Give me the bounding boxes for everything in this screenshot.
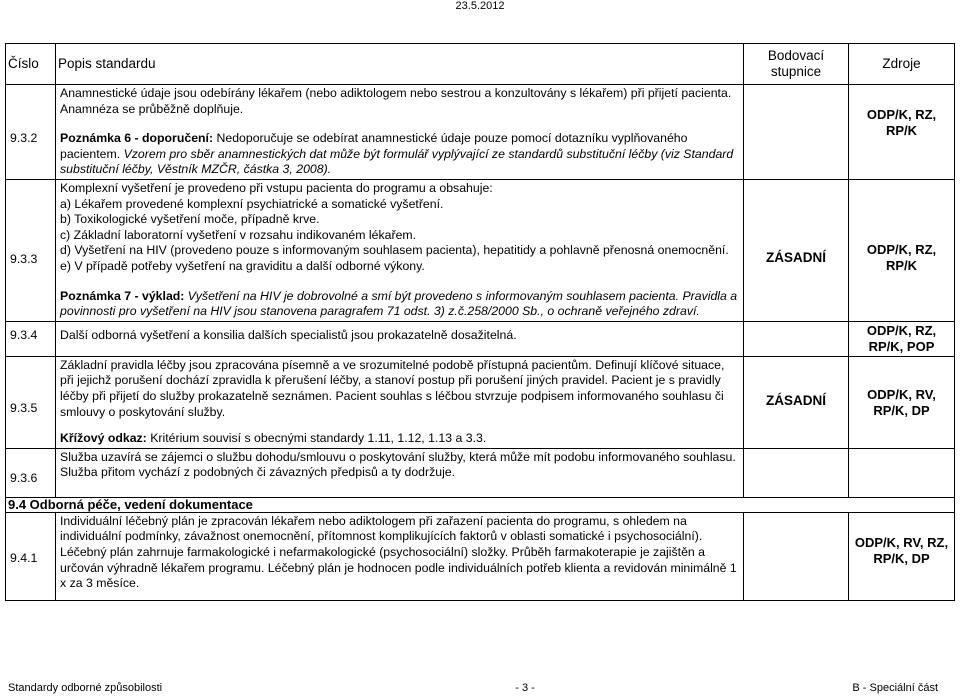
- paragraph: Anamnestické údaje jsou odebírány lékařem (nebo adiktologem nebo sestrou a konzultovány s lékařem) při přijetí pacienta. Anamnéza se průběžně doplňuje.: [60, 86, 732, 116]
- table-row: [6, 356, 955, 448]
- row-description: Individuální léčebný plán je zpracován lékařem nebo adiktologem při zařazení pacienta do programu, s ohledem na individuální podmínky, závažnost onemocnění, přítomnost komplikujících faktorů v oblasti somatické i psychosociální). Léčebný plán zahrnuje farmakologické i nefarmakologické (psychosociální) složky. Průběh farmakoterapie je zajištěn a určován výhradně lékařem programu. Léčebný plán je hodnocen podle individuálních potřeb klienta a revidován minimálně 1 x za 3 měsíce.: [56, 512, 744, 600]
- table-header-row: [6, 44, 955, 85]
- cross-reference: [60, 431, 739, 447]
- col-sources-header: Zdroje: [849, 44, 955, 85]
- table-row: [6, 448, 955, 497]
- footer-page-number: - 3 -: [515, 682, 535, 694]
- row-description: Služba uzavírá se zájemci o službu dohodu/smlouvu o poskytování služby, která může mít podobu informovaného souhlasu. Služba přitom vychází z podobných či závazných předpisů a ty dodržuje.: [56, 448, 744, 497]
- table-row: [6, 85, 955, 180]
- list-item: d) Vyšetření na HIV (provedeno pouze s informovaným souhlasem pacienta), hepatitidy a pohlavně přenosná onemocnění.: [60, 243, 729, 258]
- section-row: [6, 497, 955, 512]
- cross-text: Kritérium souvisí s obecnými standardy 1.11, 1.12, 1.13 a 3.3.: [146, 431, 487, 446]
- note-label: Poznámka 7 - výklad:: [60, 288, 185, 303]
- note-italic: Vyšetření na HIV je dobrovolné a smí být provedeno s informovaným souhlasem pacienta. Pravidla a povinnosti pro vyšetření na HIV jsou stanovena paragrafem 71 odst. 3) z.č.258/2000 Sb., o ochraně veřejného zdraví.: [60, 288, 738, 319]
- note-label: Poznámka 6 - doporučení:: [60, 131, 214, 146]
- standards-table: [5, 43, 955, 601]
- row-description: [56, 179, 744, 321]
- row-sources: ODP/K, RZ, RP/K: [849, 85, 955, 180]
- row-number: 9.3.6: [6, 448, 56, 497]
- note-text: Nedoporučuje se odebírat anamnestické údaje pouze pomocí dotazníku vyplňovaného pacientem.: [60, 131, 688, 161]
- cross-label: Křížový odkaz:: [60, 431, 147, 446]
- section-title: 9.4 Odborná péče, vedení dokumentace: [6, 497, 955, 512]
- table-row: [6, 179, 955, 321]
- paragraph: Základní pravidla léčby jsou zpracována písemně a ve srozumitelné podobě přístupná pacientům. Definují klíčové situace, při jejichž porušení dochází zpravidla k přerušení léčby, a stanoví postup při porušení jiných pravidel. Pacient je s pravidly léčby při přijetí do služby prokazatelně seznámen. Pacient souhlas s léčbou stvrzuje podpisem informovaného souhlasu či smlouvy o poskytování služby.: [60, 357, 725, 419]
- note: [60, 131, 739, 178]
- note-italic: Vzorem pro sběr anamnestických dat může být formulář vyplývající ze standardů substituční léčby (viz Standard substituční léčby, Věstník MZČR, částka 3, 2008).: [60, 146, 734, 177]
- table-row: [6, 512, 955, 600]
- row-description: [56, 85, 744, 180]
- row-number: 9.3.3: [6, 179, 56, 321]
- row-sources: ODP/K, RZ, RP/K: [849, 179, 955, 321]
- row-points: [744, 448, 849, 497]
- list-item: e) V případě potřeby vyšetření na graviditu a další odborné výkony.: [60, 258, 425, 273]
- row-number: 9.3.4: [6, 321, 56, 356]
- col-number-header: Číslo: [6, 44, 56, 85]
- row-description: Další odborná vyšetření a konsilia dalších specialistů jsou prokazatelně dosažitelná.: [56, 321, 744, 356]
- row-sources: ODP/K, RV, RP/K, DP: [849, 356, 955, 448]
- col-points-header: Bodovací stupnice: [744, 44, 849, 85]
- row-points: [744, 321, 849, 356]
- row-number: 9.4.1: [6, 512, 56, 600]
- row-description: [56, 356, 744, 448]
- footer-right: B - Speciální část: [852, 682, 938, 694]
- note: [60, 289, 739, 320]
- row-points: ZÁSADNÍ: [744, 179, 849, 321]
- list-item: b) Toxikologické vyšetření moče, případně krve.: [60, 212, 320, 227]
- row-points: ZÁSADNÍ: [744, 356, 849, 448]
- col-description-header: Popis standardu: [56, 44, 744, 85]
- row-sources: ODP/K, RZ, RP/K, POP: [849, 321, 955, 356]
- paragraph: Komplexní vyšetření je provedeno při vstupu pacienta do programu a obsahuje:: [60, 180, 493, 195]
- row-number: 9.3.2: [6, 85, 56, 180]
- row-sources: [849, 448, 955, 497]
- row-number: 9.3.5: [6, 356, 56, 448]
- header-date: 23.5.2012: [455, 0, 505, 12]
- footer-left: Standardy odborné způsobilosti: [8, 682, 163, 694]
- row-sources: ODP/K, RV, RZ, RP/K, DP: [849, 512, 955, 600]
- row-points: [744, 85, 849, 180]
- list-item: c) Základní laboratorní vyšetření v rozsahu indikovaném lékařem.: [60, 227, 417, 242]
- list-item: a) Lékařem provedené komplexní psychiatrické a somatické vyšetření.: [60, 196, 444, 211]
- table-row: [6, 321, 955, 356]
- row-points: [744, 512, 849, 600]
